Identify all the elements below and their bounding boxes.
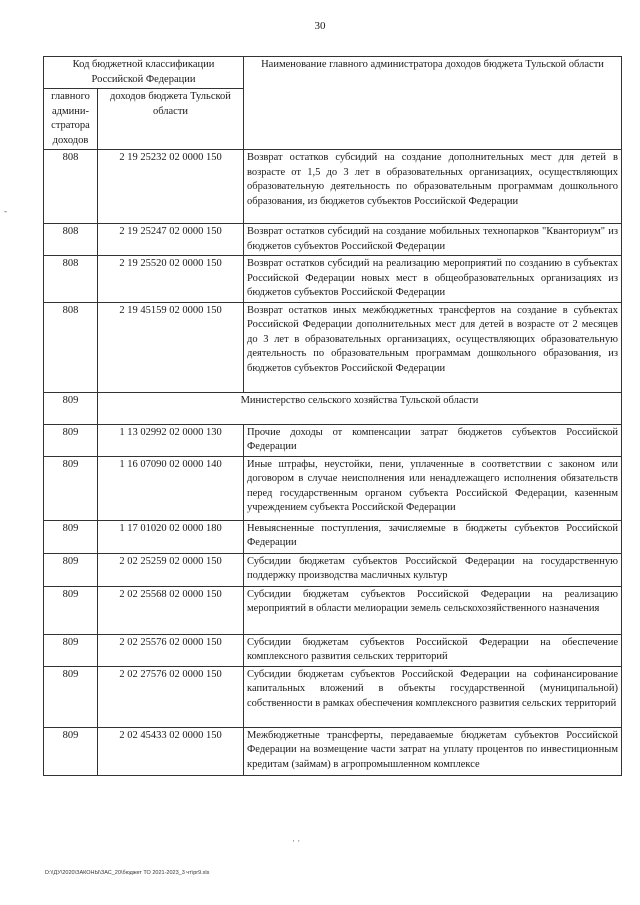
income-name-cell: Возврат остатков субсидий на создание мобильных технопарков "Кванториум" из бюджетов субъектов Российской Федерации	[244, 224, 622, 256]
section-row	[44, 392, 622, 424]
admin-code-cell: 809	[44, 727, 98, 775]
income-code-cell: 1 13 02992 02 0000 130	[98, 424, 244, 456]
admin-column-header: главного админи-стратора доходов	[44, 89, 98, 150]
scan-artifact-mark: · ·	[292, 836, 301, 846]
income-name-cell: Возврат остатков субсидий на реализацию мероприятий по созданию в субъектах Российской Федерации новых мест в общеобразовательных организациях из бюджетов субъектов Российской Федерации	[244, 256, 622, 303]
income-code-cell: 2 02 45433 02 0000 150	[98, 727, 244, 775]
table-row	[44, 520, 622, 553]
income-name-cell: Субсидии бюджетам субъектов Российской Федерации на реализацию мероприятий в области мелиорации земель сельскохозяйственного назначения	[244, 586, 622, 634]
income-code-cell: 2 02 25259 02 0000 150	[98, 553, 244, 586]
income-code-cell: 2 19 25247 02 0000 150	[98, 224, 244, 256]
table-row	[44, 302, 622, 392]
income-name-cell: Иные штрафы, неустойки, пени, уплаченные в соответствии с законом или договором в случае неисполнения или ненадлежащего исполнения обязательств перед государственным органом субъекта Российской Федерации, казенным учреждением субъекта Российской Федерации	[244, 456, 622, 520]
scan-artifact-mark: ‐	[4, 206, 7, 216]
name-column-header: Наименование главного администратора доходов бюджета Тульской области	[244, 57, 622, 150]
income-code-cell: 2 02 25568 02 0000 150	[98, 586, 244, 634]
income-name-cell: Невыясненные поступления, зачисляемые в бюджеты субъектов Российской Федерации	[244, 520, 622, 553]
admin-code-cell: 809	[44, 520, 98, 553]
section-title: Министерство сельского хозяйства Тульской области	[98, 392, 622, 424]
admin-code-cell: 809	[44, 392, 98, 424]
table-row	[44, 424, 622, 456]
income-name-cell: Возврат остатков субсидий на создание дополнительных мест для детей в возрасте от 1,5 до 3 лет в образовательных организациях, осуществляющих образовательную деятельность по образовательным программам дошкольного образования, из бюджетов субъектов Российской Федерации	[244, 150, 622, 224]
table-row	[44, 727, 622, 775]
income-code-cell: 1 16 07090 02 0000 140	[98, 456, 244, 520]
table-row	[44, 150, 622, 224]
income-name-cell: Межбюджетные трансферты, передаваемые бюджетам субъектов Российской Федерации на возмещение части затрат на уплату процентов по инвестиционным кредитам (займам) в агропромышленном комплексе	[244, 727, 622, 775]
income-column-header: доходов бюджета Тульской области	[98, 89, 244, 150]
table-row	[44, 553, 622, 586]
income-code-cell: 2 19 25520 02 0000 150	[98, 256, 244, 303]
budget-classification-table	[43, 56, 622, 776]
income-name-cell: Субсидии бюджетам субъектов Российской Федерации на софинансирование капитальных вложений в объекты государственной (муниципальной) собственности в рамках обеспечения комплексного развития сельских территорий	[244, 666, 622, 727]
income-code-cell: 1 17 01020 02 0000 180	[98, 520, 244, 553]
admin-code-cell: 809	[44, 666, 98, 727]
table-row	[44, 256, 622, 303]
income-code-cell: 2 19 45159 02 0000 150	[98, 302, 244, 392]
income-name-cell: Субсидии бюджетам субъектов Российской Федерации на обеспечение комплексного развития сельских территорий	[244, 634, 622, 666]
admin-code-cell: 808	[44, 302, 98, 392]
admin-code-cell: 808	[44, 224, 98, 256]
income-code-cell: 2 19 25232 02 0000 150	[98, 150, 244, 224]
footer-file-path: D:\!ДУ\2020\ЗАКОНЫ\ЗАС_20\бюджет ТО 2021-2023_3 чт\pr9.xls	[45, 870, 210, 876]
table-row	[44, 586, 622, 634]
admin-code-cell: 809	[44, 634, 98, 666]
table-row	[44, 224, 622, 256]
table-row	[44, 456, 622, 520]
code-group-header: Код бюджетной классификации Российской Федерации	[44, 57, 244, 89]
income-code-cell: 2 02 27576 02 0000 150	[98, 666, 244, 727]
page-number: 30	[314, 20, 326, 32]
income-code-cell: 2 02 25576 02 0000 150	[98, 634, 244, 666]
income-name-cell: Возврат остатков иных межбюджетных трансфертов на создание в субъектах Российской Федерации дополнительных мест для детей в возрасте от 2 месяцев до 3 лет в образовательных организациях, осуществляющих образовательную деятельность по образовательным программам дошкольного образования, из бюджетов субъектов Российской Федерации	[244, 302, 622, 392]
table-row	[44, 634, 622, 666]
admin-code-cell: 809	[44, 456, 98, 520]
admin-code-cell: 808	[44, 256, 98, 303]
admin-code-cell: 809	[44, 553, 98, 586]
table-row	[44, 666, 622, 727]
income-name-cell: Субсидии бюджетам субъектов Российской Федерации на государственную поддержку производства масличных культур	[244, 553, 622, 586]
admin-code-cell: 809	[44, 586, 98, 634]
admin-code-cell: 809	[44, 424, 98, 456]
header-row-1	[44, 57, 622, 89]
admin-code-cell: 808	[44, 150, 98, 224]
income-name-cell: Прочие доходы от компенсации затрат бюджетов субъектов Российской Федерации	[244, 424, 622, 456]
